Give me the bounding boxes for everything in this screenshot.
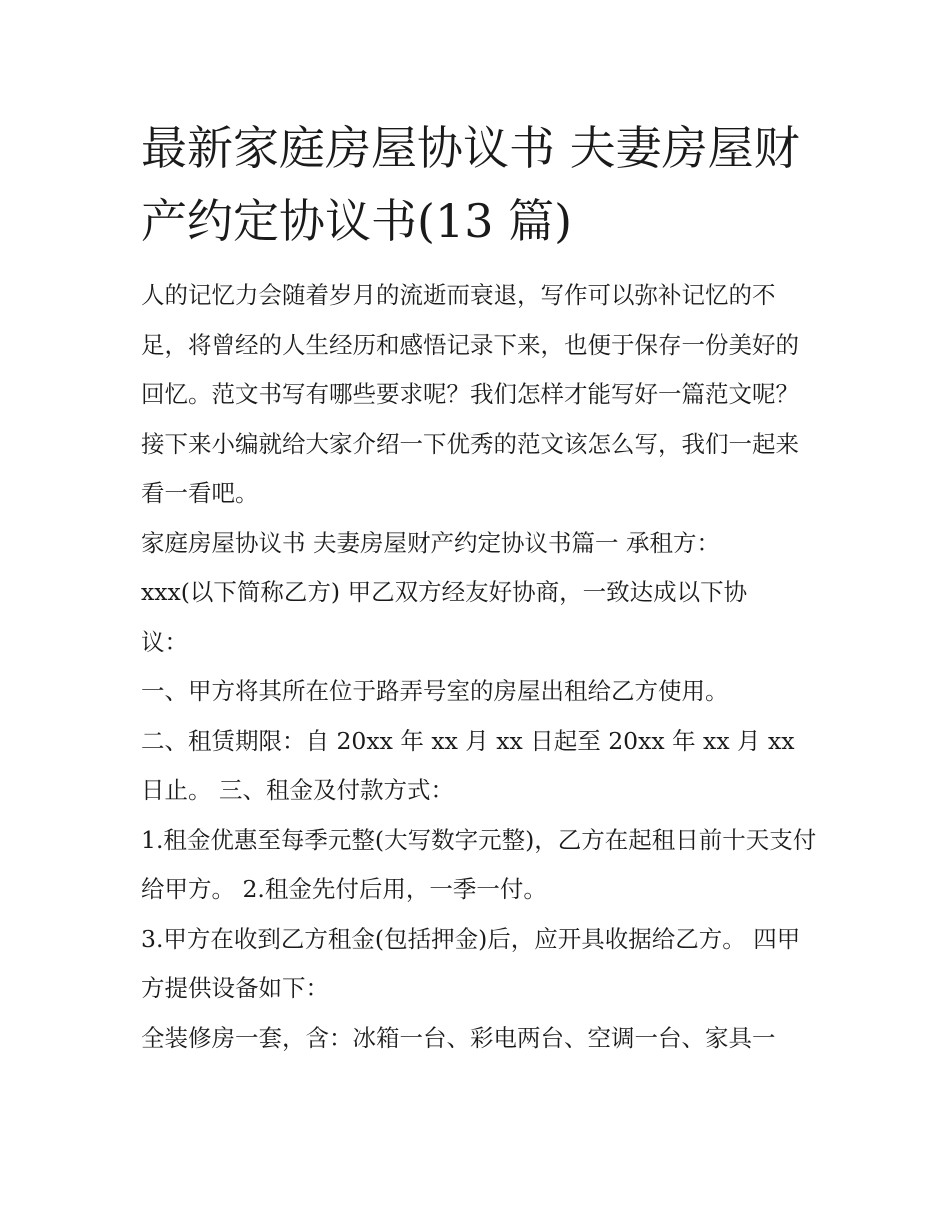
lessee-paragraph: xxx(以下简称乙方) 甲乙双方经友好协商，一致达成以下协: [141, 578, 748, 606]
document-title: 最新家庭房屋协议书 夫妻房屋财产约定协议书(13 篇): [141, 121, 800, 248]
rent-item-1-paragraph: 1.租金优惠至每季元整(大写数字元整)，乙方在起租日前十天支付给甲方。 2.租金先付后用，一季一付。: [141, 825, 817, 903]
section-heading-paragraph: 家庭房屋协议书 夫妻房屋财产约定协议书篇一 承租方：: [141, 528, 720, 557]
intro-paragraph: 人的记忆力会随着岁月的流逝而衰退，写作可以弥补记忆的不足，将曾经的人生经历和感悟记录下来，也便于保存一份美好的回忆。范文书写有哪些要求呢？我们怎样才能写好一篇范文呢？接下来小编就给大家介绍一下优秀的范文该怎么写，我们一起来看一看吧。: [141, 281, 799, 507]
agreement-paragraph: 议：: [141, 627, 188, 656]
clause-1-paragraph: 一、甲方将其所在位于路弄号室的房屋出租给乙方使用。: [141, 677, 729, 705]
document-page: [141, 112, 821, 1063]
clause-2-paragraph: 二、租赁期限：自 20xx 年 xx 月 xx 日起至 20xx 年 xx 月 xx 日止。 三、租金及付款方式：: [141, 726, 795, 804]
equipment-paragraph: 全装修房一套，含：冰箱一台、彩电两台、空调一台、家具一: [141, 1023, 776, 1052]
document-body: [141, 271, 821, 1063]
rent-item-3-paragraph: 3.甲方在收到乙方租金(包括押金)后，应开具收据给乙方。 四甲方提供设备如下：: [141, 924, 801, 1002]
